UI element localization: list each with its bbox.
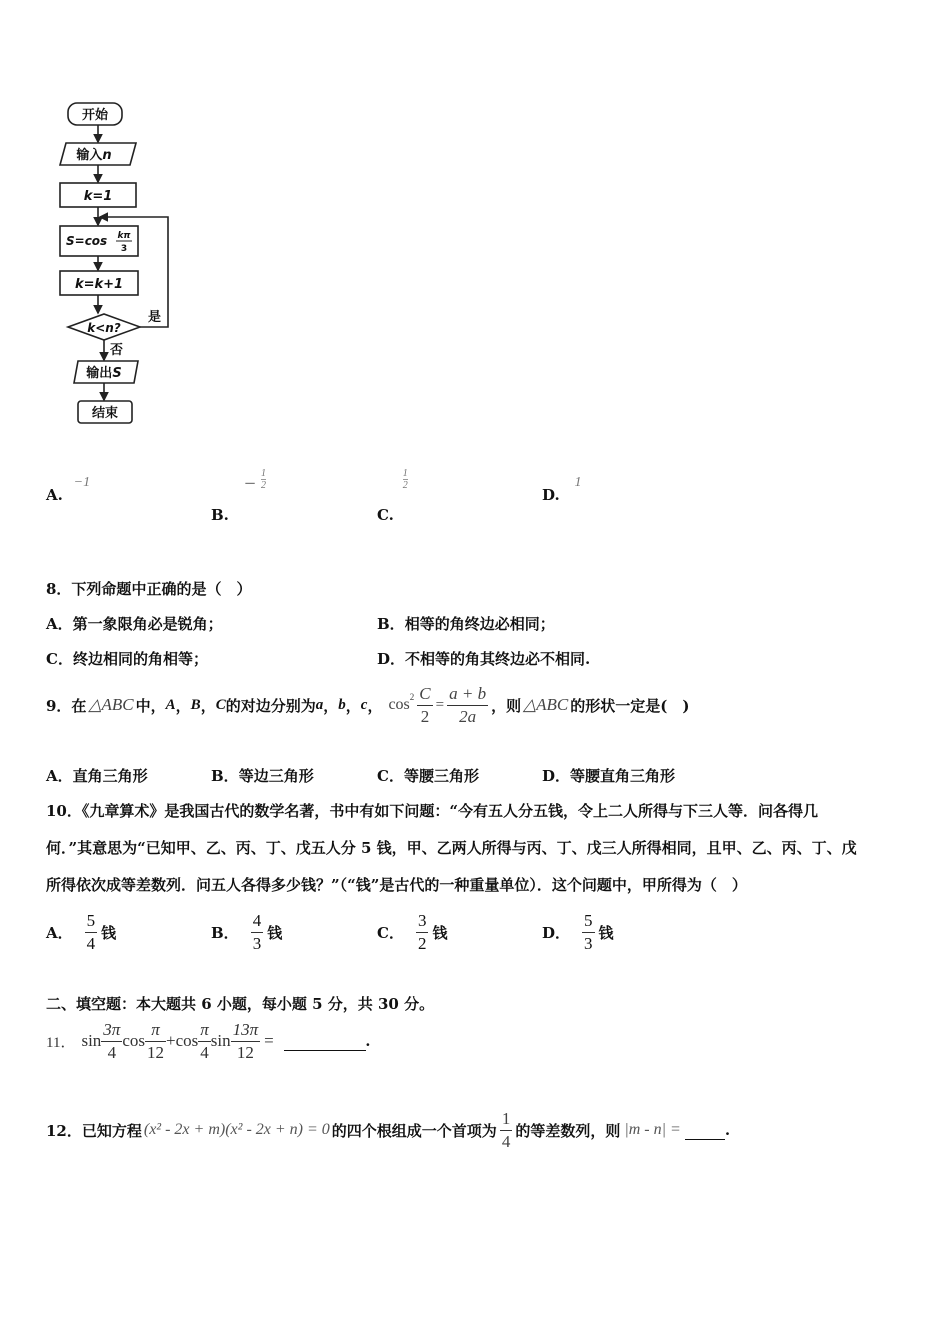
- q12-abs: |m - n| =: [624, 1121, 681, 1138]
- q9-eq: =: [435, 696, 445, 713]
- q11-answer-blank[interactable]: [284, 1032, 366, 1051]
- q11-f4-den: 12: [236, 1042, 254, 1062]
- q10-option-d-den: 3: [584, 933, 593, 953]
- flowchart: [40, 95, 210, 435]
- q9-triangle2: △ABC: [523, 695, 569, 714]
- q10-option-b-den: 3: [252, 933, 262, 953]
- q7-option-c-label: C.: [377, 506, 394, 524]
- q9-mid2: 的对边分别为: [225, 696, 316, 715]
- q7-option-b-label: B.: [211, 506, 229, 524]
- input-var: n: [102, 148, 112, 163]
- svg-text:输入n: [75, 147, 111, 163]
- q8-option-d[interactable]: [377, 648, 590, 669]
- q8-stem: 8．下列命题中正确的是（ ）: [46, 580, 252, 598]
- q9-frac1-num: C: [417, 683, 432, 706]
- q10-line-2: 何．”其意思为“已知甲、乙、丙、丁、戊五人分 5 钱，甲、乙两人所得与丙、丁、戊三人所得相同，且甲、乙、丙、丁、戊: [46, 839, 857, 857]
- start-label: 开始: [81, 108, 109, 123]
- q9-suffix2: 的形状一定是( ): [570, 696, 690, 715]
- q11-f1-num: 3π: [101, 1019, 122, 1042]
- q11-f1-den: 4: [107, 1042, 117, 1062]
- q9-option-c[interactable]: [377, 765, 479, 786]
- q8-option-c-text: 终边相同的角相等；: [72, 650, 208, 668]
- q10-option-c-den: 2: [417, 933, 427, 953]
- q9-b: b: [338, 696, 346, 713]
- q8-option-c[interactable]: [46, 648, 208, 669]
- q9-option-d-label: D．: [542, 767, 571, 785]
- q11-f3-num: π: [198, 1019, 211, 1042]
- q10-option-d-label: D．: [542, 923, 571, 942]
- q7-option-c-num: 1: [402, 468, 408, 479]
- q7-option-d[interactable]: [542, 475, 582, 505]
- output-var: S: [112, 366, 122, 381]
- q10-option-b-label: B．: [211, 923, 239, 942]
- q8-option-a-label: A．: [46, 615, 73, 633]
- q9-c: c: [360, 696, 368, 713]
- condition-label: k<n?: [87, 321, 121, 335]
- q10-line-3: 所得依次成等差数列．问五人各得多少钱？”（“钱”是古代的一种重量单位）．这个问题中，甲所得为（ ）: [46, 876, 747, 894]
- q9-B: B: [190, 696, 201, 713]
- q9-triangle: △ABC: [88, 695, 134, 714]
- output-label: 输出: [86, 366, 113, 381]
- q11-f4-num: 13π: [231, 1019, 261, 1042]
- increment-label: k=k+1: [74, 277, 124, 292]
- q11-f2-num: π: [145, 1019, 166, 1042]
- no-label: 否: [110, 343, 124, 358]
- assign-den: 3: [120, 244, 128, 254]
- q9-prefix: 9．在: [46, 696, 87, 715]
- q7-option-b-den: 2: [261, 480, 267, 491]
- q10-option-b-unit: 钱: [267, 923, 283, 942]
- yes-label: 是: [148, 310, 162, 325]
- q11-cos1: cos: [122, 1031, 145, 1050]
- q11-cos2: cos: [175, 1031, 199, 1050]
- q10-option-b-num: 4: [251, 910, 264, 933]
- q10-line-1: 10．《九章算术》是我国古代的数学名著，书中有如下问题：“今有五人分五钱，令上二人所得与下三人等．问各得几: [46, 802, 819, 820]
- q8-option-d-label: D．: [377, 650, 406, 668]
- q10-option-a-unit: 钱: [101, 923, 117, 942]
- q7-option-b[interactable]: [211, 468, 267, 524]
- q11-f3-den: 4: [200, 1042, 209, 1062]
- q7-option-b-num: 1: [261, 468, 267, 479]
- q10-option-a-den: 4: [86, 933, 96, 953]
- q9-option-a[interactable]: [46, 765, 148, 786]
- q9-stem: 9．在 △ABC 中， A ， B ， C 的对边分别为 a ， b ， c ， cos $^2$ $\frac{C}{2}$ = $\frac{a + b}{2a}$ ，则 △ABC 的形状一定是( ): [46, 683, 690, 726]
- q11-plus: +: [166, 1031, 176, 1050]
- q12-equation: (x² - 2x + m)(x² - 2x + n) = 0: [143, 1121, 330, 1138]
- q8-option-b-label: B．: [377, 615, 405, 633]
- q9-option-c-label: C．: [377, 767, 404, 785]
- q9-exp: 2: [409, 692, 415, 702]
- q12-mid: 的四个根组成一个首项为: [331, 1121, 497, 1140]
- q12-frac-num: 1: [500, 1108, 513, 1131]
- q11-end: .: [365, 1031, 371, 1050]
- q7-option-b-sign: −: [243, 474, 257, 492]
- q10-option-d[interactable]: [542, 908, 614, 956]
- q11-sin2: sin: [210, 1031, 231, 1050]
- q10-option-d-num: 5: [582, 910, 595, 933]
- q12: [46, 1100, 730, 1160]
- end-label: 结束: [91, 406, 119, 421]
- q10-option-c-unit: 钱: [432, 923, 448, 942]
- q9-frac2-num: a + b: [447, 683, 488, 706]
- q9-option-b-text: 等边三角形: [238, 767, 314, 785]
- q12-answer-blank[interactable]: [685, 1121, 725, 1140]
- q11-number: 11．: [46, 1034, 76, 1051]
- q7-option-a-label: A.: [46, 486, 63, 504]
- q7-option-a-value: −1: [73, 475, 91, 490]
- q10-option-d-unit: 钱: [598, 923, 614, 942]
- q7-option-a[interactable]: [46, 475, 91, 505]
- q9-option-a-label: A．: [46, 767, 73, 785]
- q9-frac2-den: 2a: [459, 706, 477, 726]
- q9-frac1-den: 2: [420, 706, 430, 726]
- q11-f2-den: 12: [147, 1042, 164, 1062]
- q7-option-c[interactable]: [377, 468, 408, 524]
- q9-option-d[interactable]: [542, 765, 675, 786]
- q10-option-c-num: 3: [416, 910, 429, 933]
- q9-cos: cos: [388, 696, 410, 713]
- q9-a: a: [315, 696, 324, 713]
- assign-lhs: S=cos: [66, 234, 108, 248]
- q9-option-d-text: 等腰直角三角形: [570, 767, 676, 785]
- q12-suffix: 的等差数列，则: [515, 1121, 621, 1140]
- assign-num: kπ: [117, 231, 131, 241]
- q9-comma: ，: [367, 696, 383, 715]
- q10-option-c[interactable]: [377, 908, 447, 956]
- q9-option-b[interactable]: [211, 765, 314, 786]
- q9-option-a-text: 直角三角形: [72, 767, 148, 785]
- q8-option-a[interactable]: [46, 613, 223, 634]
- q8-option-a-text: 第一象限角必是锐角；: [72, 615, 223, 633]
- section-2-title: 二、填空题：本大题共 6 小题，每小题 5 分，共 30 分。: [46, 995, 435, 1013]
- q8-option-c-label: C．: [46, 650, 73, 668]
- input-label: 输入: [76, 148, 103, 163]
- q9-suffix1: ，则: [491, 696, 522, 715]
- svg-text:输出S: [85, 365, 121, 381]
- q9-A: A: [165, 696, 176, 713]
- q8-option-b-text: 相等的角终边必相同；: [404, 615, 555, 633]
- q11: [46, 1016, 370, 1066]
- q8-option-b[interactable]: [377, 613, 555, 634]
- q12-end: .: [724, 1121, 731, 1139]
- init-label: k=1: [83, 189, 113, 204]
- q9-option-b-label: B．: [211, 767, 239, 785]
- q10-option-c-label: C．: [377, 923, 404, 942]
- q7-option-c-den: 2: [402, 480, 408, 491]
- q9-mid: 中，: [135, 696, 166, 715]
- q8-option-d-text: 不相等的角其终边必不相同.: [405, 650, 591, 668]
- q7-option-d-label: D.: [542, 486, 560, 504]
- q10-option-b[interactable]: [211, 908, 282, 956]
- q10-option-a-label: A．: [46, 923, 73, 942]
- q9-C: C: [215, 696, 226, 713]
- q9-option-c-text: 等腰三角形: [403, 767, 479, 785]
- q7-option-d-value: 1: [574, 475, 582, 490]
- q11-sin1: sin: [81, 1031, 102, 1050]
- q12-prefix: 12．已知方程: [46, 1121, 142, 1140]
- q10-option-a-num: 5: [85, 910, 98, 933]
- q10-option-a[interactable]: [46, 908, 116, 956]
- q11-eq: =: [264, 1031, 274, 1050]
- q12-frac-den: 4: [501, 1131, 511, 1151]
